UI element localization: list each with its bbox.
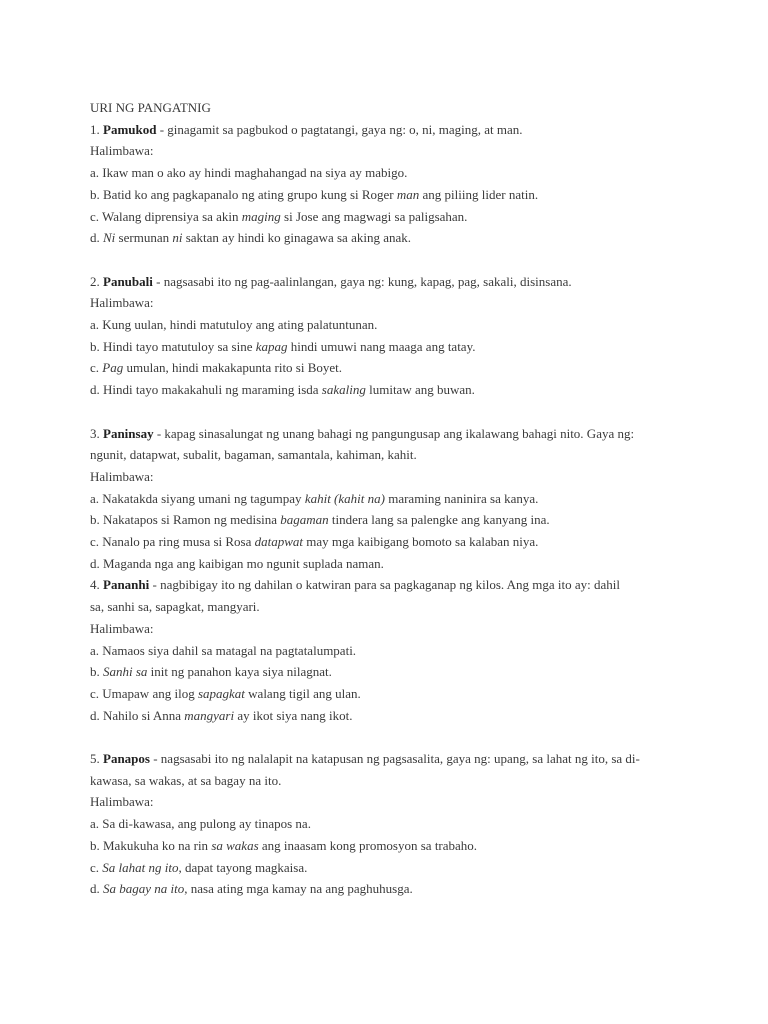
document-title: URI NG PANGATNIG <box>90 100 211 115</box>
examples-label: Halimbawa: <box>90 143 154 159</box>
example-line: a. Nakatakda siyang umani ng tagumpay kahit (kahit na) maraming naninira sa kanya. <box>90 490 539 506</box>
section-definition: - nagsasabi ito ng pag-aalinlangan, gaya ng: kung, kapag, pag, sakali, disinsana. <box>152 273 572 289</box>
examples-label: Halimbawa: <box>90 620 154 636</box>
example-line: a. Sa di-kawasa, ang pulong ay tinapos na. <box>90 816 311 832</box>
section-paninsay <box>90 423 762 575</box>
example-line: d. Ni sermunan ni saktan ay hindi ko ginagawa sa aking anak. <box>90 230 411 246</box>
section-term: Pananhi <box>103 577 150 593</box>
example-line: a. Namaos siya dahil sa matagal na pagtatalumpati. <box>90 642 357 658</box>
section-panubali <box>90 271 762 401</box>
examples-label: Halimbawa: <box>90 468 154 484</box>
example-line: c. Walang diprensiya sa akin maging si Jose ang magwagi sa paligsahan. <box>90 208 468 224</box>
examples-label: Halimbawa: <box>90 794 154 810</box>
section-number: 4. <box>90 577 100 593</box>
example-line: c. Nanalo pa ring musa si Rosa datapwat may mga kaibigang bomoto sa kalaban niya. <box>90 534 539 550</box>
example-line: d. Sa bagay na ito, nasa ating mga kamay na ang paghuhusga. <box>90 881 413 897</box>
example-line: a. Kung uulan, hindi matutuloy ang ating palatuntunan. <box>90 317 378 333</box>
document-page <box>90 97 762 900</box>
section-definition: - ginagamit sa pagbukod o pagtatangi, gaya ng: o, ni, maging, at man. <box>156 121 523 137</box>
examples-label: Halimbawa: <box>90 295 154 311</box>
section-term: Pamukod <box>103 121 157 137</box>
example-line: c. Umapaw ang ilog sapagkat walang tigil ang ulan. <box>90 685 361 701</box>
section-pamukod <box>90 119 762 249</box>
section-panapos <box>90 748 762 900</box>
section-heading <box>90 574 762 596</box>
section-number: 5. <box>90 751 100 767</box>
section-heading <box>90 748 762 770</box>
section-definition: - nagsasabi ito ng nalalapit na katapusan ng pagsasalita, gaya ng: upang, sa lahat ng ito, sa di- <box>149 751 640 767</box>
section-definition: - kapag sinasalungat ng unang bahagi ng pangungusap ang ikalawang bahagi nito. Gaya ng: <box>153 425 635 441</box>
section-heading <box>90 271 762 293</box>
section-number: 2. <box>90 273 100 289</box>
example-line: c. Sa lahat ng ito, dapat tayong magkaisa. <box>90 859 308 875</box>
example-line: b. Batid ko ang pagkapanalo ng ating grupo kung si Roger man ang piliing lider natin. <box>90 186 539 202</box>
section-definition-continued: sa, sanhi sa, sapagkat, mangyari. <box>90 599 260 615</box>
example-line: b. Sanhi sa init ng panahon kaya siya nilagnat. <box>90 664 332 680</box>
section-definition-continued: ngunit, datapwat, subalit, bagaman, samantala, kahiman, kahit. <box>90 447 417 463</box>
example-line: b. Nakatapos si Ramon ng medisina bagaman tindera lang sa palengke ang kanyang ina. <box>90 512 550 528</box>
example-line: a. Ikaw man o ako ay hindi maghahangad na siya ay mabigo. <box>90 165 408 181</box>
example-line: d. Maganda nga ang kaibigan mo ngunit suplada naman. <box>90 555 384 571</box>
paragraph-gap <box>90 401 762 423</box>
example-line: d. Nahilo si Anna mangyari ay ikot siya nang ikot. <box>90 707 353 723</box>
section-definition-continued: kawasa, sa wakas, at sa bagay na ito. <box>90 772 282 788</box>
paragraph-gap <box>90 249 762 271</box>
paragraph-gap <box>90 726 762 748</box>
example-line: d. Hindi tayo makakahuli ng maraming isda sakaling lumitaw ang buwan. <box>90 382 475 398</box>
example-line: b. Hindi tayo matutuloy sa sine kapag hindi umuwi nang maaga ang tatay. <box>90 338 476 354</box>
section-number: 1. <box>90 121 100 137</box>
section-term: Paninsay <box>103 425 154 441</box>
example-line: c. Pag umulan, hindi makakapunta rito si Boyet. <box>90 360 343 376</box>
section-heading <box>90 423 762 445</box>
section-number: 3. <box>90 425 100 441</box>
section-pananhi <box>90 574 762 726</box>
section-definition: - nagbibigay ito ng dahilan o katwiran para sa pagkaganap ng kilos. Ang mga ito ay: dahil <box>149 577 621 593</box>
section-heading <box>90 119 762 141</box>
example-line: b. Makukuha ko na rin sa wakas ang inaasam kong promosyon sa trabaho. <box>90 837 478 853</box>
section-term: Panubali <box>103 273 153 289</box>
section-term: Panapos <box>103 751 150 767</box>
